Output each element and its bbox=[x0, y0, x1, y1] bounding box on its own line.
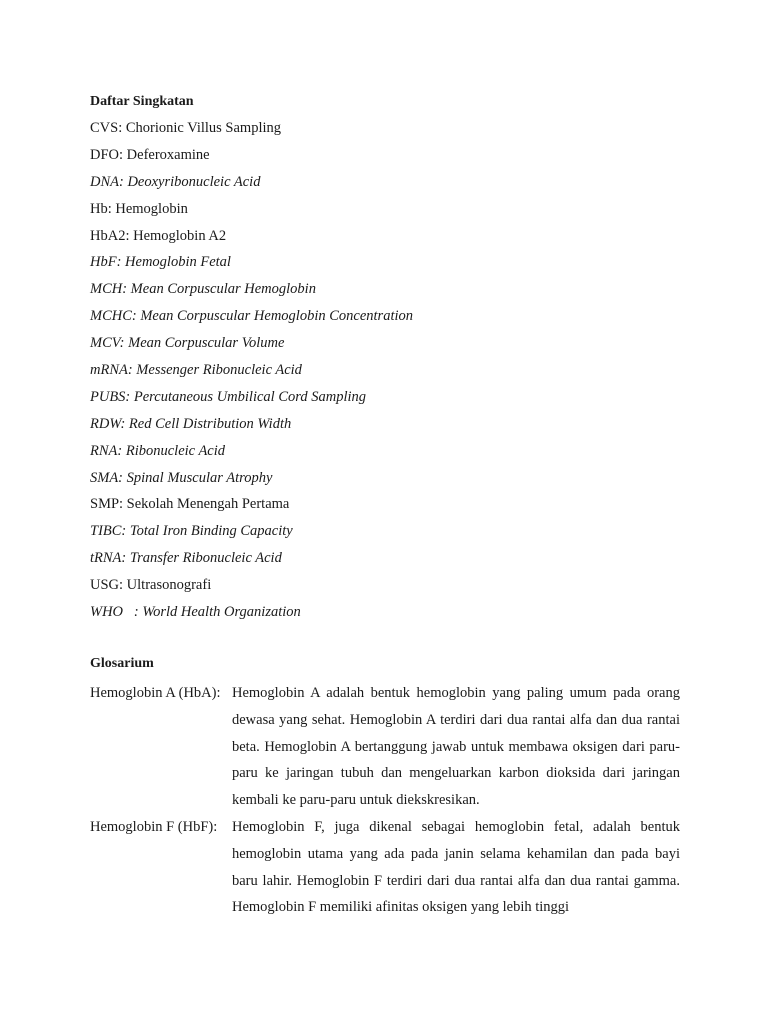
abbreviation-item: mRNA: Messenger Ribonucleic Acid bbox=[90, 362, 302, 379]
abbreviation-item: RNA: Ribonucleic Acid bbox=[90, 442, 226, 459]
abbreviation-item: HbF: Hemoglobin Fetal bbox=[90, 254, 231, 271]
glossary-definition: Hemoglobin F, juga dikenal sebagai hemoglobin fetal, adalah bentuk hemoglobin utama yang ada pada janin selama kehamilan dan pada bayi baru lahir. Hemoglobin F terdiri dari dua rantai alfa dan dua rantai gamma. Hemoglobin F memiliki afinitas oksigen yang lebih tinggi bbox=[232, 818, 680, 916]
abbreviation-item: SMP: Sekolah Menengah Pertama bbox=[90, 496, 290, 513]
glossary-definition: Hemoglobin A adalah bentuk hemoglobin yang paling umum pada orang dewasa yang sehat. Hemoglobin A terdiri dari dua rantai alfa dan dua rantai beta. Hemoglobin A bertanggung jawab untuk membawa oksigen dari paru-paru ke jaringan tubuh dan mengeluarkan karbon dioksida dari jaringan kembali ke paru-paru untuk diekskresikan. bbox=[232, 685, 680, 809]
abbreviation-item: USG: Ultrasonografi bbox=[90, 577, 212, 594]
abbreviation-item: SMA: Spinal Muscular Atrophy bbox=[90, 469, 273, 486]
abbreviation-item: MCV: Mean Corpuscular Volume bbox=[90, 335, 285, 352]
glossary-entry bbox=[90, 814, 680, 921]
abbreviation-item: MCH: Mean Corpuscular Hemoglobin bbox=[90, 281, 316, 298]
glossary-heading: Glosarium bbox=[90, 656, 154, 671]
abbreviation-item: HbA2: Hemoglobin A2 bbox=[90, 227, 227, 244]
abbreviation-item: MCHC: Mean Corpuscular Hemoglobin Concentration bbox=[90, 308, 414, 325]
abbreviation-item: DNA: Deoxyribonucleic Acid bbox=[90, 173, 261, 190]
glossary-list bbox=[90, 680, 680, 921]
abbreviation-item: TIBC: Total Iron Binding Capacity bbox=[90, 523, 293, 540]
glossary-entry bbox=[90, 680, 680, 814]
abbreviation-item: CVS: Chorionic Villus Sampling bbox=[90, 120, 282, 136]
abbreviation-item: Hb: Hemoglobin bbox=[90, 200, 188, 217]
glossary-term: Hemoglobin F (HbF): bbox=[90, 818, 218, 835]
abbreviation-item: DFO: Deferoxamine bbox=[90, 146, 210, 163]
abbreviation-item: WHO : World Health Organization bbox=[90, 604, 301, 621]
abbreviations-list bbox=[90, 118, 413, 629]
abbreviation-item: PUBS: Percutaneous Umbilical Cord Sampling bbox=[90, 388, 367, 405]
glossary-term: Hemoglobin A (HbA): bbox=[90, 685, 221, 701]
abbreviation-item: RDW: Red Cell Distribution Width bbox=[90, 415, 292, 432]
abbreviations-heading: Daftar Singkatan bbox=[90, 94, 194, 109]
abbreviation-item: tRNA: Transfer Ribonucleic Acid bbox=[90, 550, 282, 567]
